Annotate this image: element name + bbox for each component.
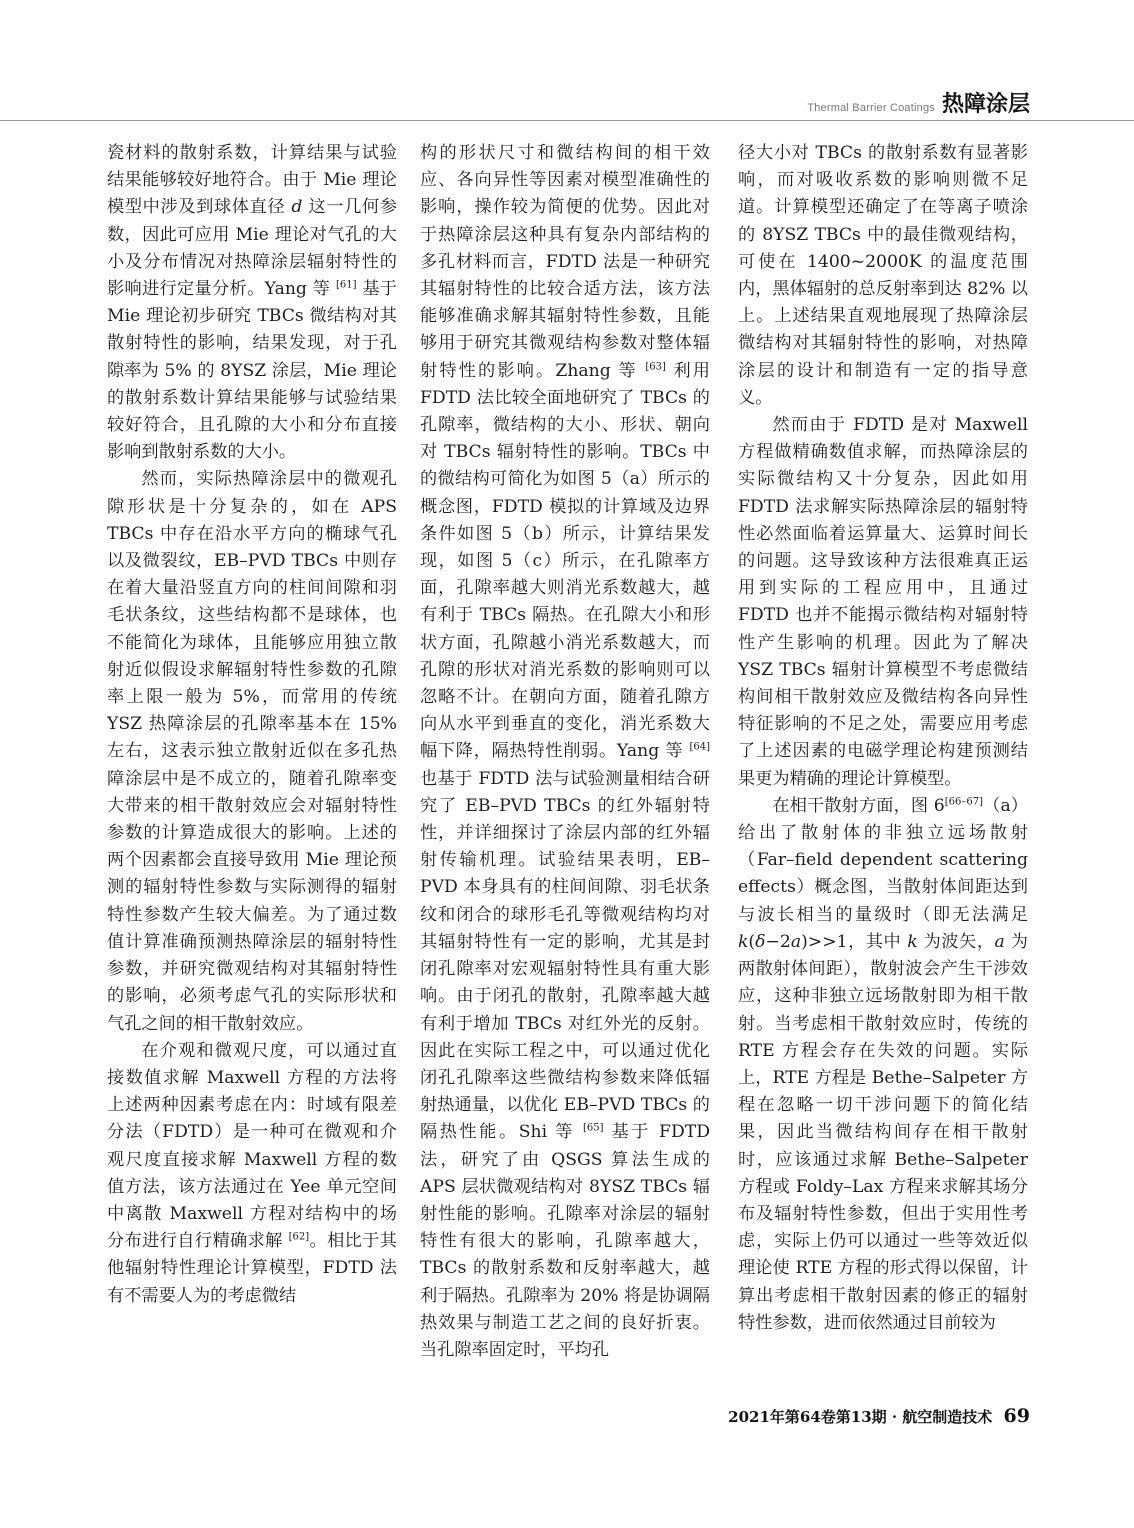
text-column-1 <box>107 140 397 1400</box>
text-run: 在介观和微观尺度，可以通过直接数值求解 Maxwell 方程的方法将上述两种因素考虑在内：时域有限差分法（FDTD）是一种可在微观和介观尺度直接求解 Maxwell 方程的数值方法，该方法通过在 Yee 单元空间中离散 Maxwell 方程对结构中的场分布进行自行精确求解 <box>107 1040 397 1252</box>
citation-ref: [64] <box>689 741 710 753</box>
journal-section-english: Thermal Barrier Coatings <box>807 102 935 114</box>
citation-ref: [66–67] <box>944 796 983 808</box>
citation-ref: [61] <box>335 279 357 291</box>
header-divider <box>0 120 1134 121</box>
citation-ref: [63] <box>645 360 666 372</box>
text-run: k <box>907 931 918 952</box>
page-footer <box>728 1405 1030 1427</box>
text-run: 径大小对 TBCs 的散射系数有显著影响，而对吸收系数的影响则微不足道。计算模型还确定了在等离子喷涂的 8YSZ TBCs 中的最佳微观结构，可使在 1400~2000K 的温度范围内，黑体辐射的总反射率到达 82% 以上。上述结果直观地展现了热障涂层微结构对其辐射特性的影响，对热障涂层的设计和制造有一定的指导意义。 <box>738 143 1028 408</box>
text-run: a <box>994 931 1005 952</box>
journal-section-chinese: 热障涂层 <box>941 92 1030 117</box>
body-paragraph <box>107 140 397 466</box>
text-run: δ <box>755 931 766 952</box>
text-run: a <box>790 931 802 952</box>
text-column-3 <box>738 140 1028 1400</box>
citation-ref: [65] <box>582 1122 604 1134</box>
page-number: 69 <box>1003 1405 1030 1427</box>
text-run: （a）给出了散射体的非独立远场散射（Far–field dependent scattering effects）概念图，当散射体间距达到与波长相当的量级时（即无法满足 <box>738 795 1028 925</box>
text-column-2 <box>420 140 710 1400</box>
text-run: d <box>291 197 303 218</box>
text-run: 在相干散射方面，图 6 <box>772 795 945 816</box>
text-run: 也基于 FDTD 法与试验测量相结合研究了 EB–PVD TBCs 的红外辐射特性，并详细探讨了涂层内部的红外辐射传输机理。试验结果表明，EB–PVD 本身具有的柱间间隙、羽毛状条纹和闭合的球形毛孔等微观结构均对其辐射特性有一定的影响，尤其是封闭孔隙率对宏观辐射特性具有重大影响。由于闭孔的散射，孔隙率越大越有利于增加 TBCs 对红外光的反射。因此在实际工程之中，可以通过优化闭孔孔隙率这些微结构参数来降低辐射热通量，以优化 EB–PVD TBCs 的隔热性能。Shi 等 <box>420 768 710 1143</box>
body-paragraph <box>738 412 1028 793</box>
text-run: 基于 Mie 理论初步研究 TBCs 微结构对其散射特性的影响，结果发现，对于孔隙率为 5% 的 8YSZ 涂层，Mie 理论的散射系数计算结果能够与试验结果较好符合，且孔隙的大小和分布直接影响到散射系数的大小。 <box>107 279 397 463</box>
running-header <box>0 88 1030 120</box>
body-paragraph <box>107 466 397 1037</box>
body-paragraph <box>738 793 1028 1337</box>
text-run: 基于 FDTD 法，研究了由 QSGS 算法生成的 APS 层状微观结构对 8YSZ TBCs 辐射性能的影响。孔隙率对涂层的辐射特性有很大的影响，孔隙率越大，TBCs 的散射系数和反射率越大，越利于隔热。孔隙率为 20% 将是协调隔热效果与制造工艺之间的良好折衷。当孔隙率固定时，平均孔 <box>420 1122 710 1360</box>
text-run: ( <box>748 931 756 952</box>
body-paragraph <box>107 1038 397 1310</box>
text-run: −2 <box>765 931 791 952</box>
text-run: 这一几何参数，因此可应用 Mie 理论对气孔的大小及分布情况对热障涂层辐射特性的影响进行定量分析。Yang 等 <box>107 197 397 300</box>
text-run: 瓷材料的散射系数，计算结果与试验结果能够较好地符合。由于 Mie 理论模型中涉及到球体直径 <box>107 143 397 218</box>
text-run: 为两散射体间距），散射波会产生干涉效应，这种非独立远场散射即为相干散射。当考虑相干散射效应时，传统的 RTE 方程会存在失效的问题。实际上，RTE 方程是 Bethe–Salpeter 方程在忽略一切干涉问题下的简化结果，因此当微结构间存在相干散射时，应该通过求解 Bethe–Salpeter 方程或 Foldy–Lax 方程来求解其场分布及辐射特性参数，但出于实用性考虑，实际上仍可以通过一些等效近似理论使 RTE 方程的形式得以保留，计算出考虑相干散射因素的修正的辐射特性参数，进而依然通过目前较为 <box>738 931 1028 1333</box>
text-run: 构的形状尺寸和微结构间的相干效应、各向异性等因素对模型准确性的影响，操作较为简便的优势。因此对于热障涂层这种具有复杂内部结构的多孔材料而言，FDTD 法是一种研究其辐射特性的比较合适方法，该方法能够准确求解其辐射特性参数，且能够用于研究其微观结构参数对整体辐射特性的影响。Zhang 等 <box>420 143 710 381</box>
text-run: 利用 FDTD 法比较全面地研究了 TBCs 的孔隙率，微结构的大小、形状、朝向对 TBCs 辐射特性的影响。TBCs 中的微结构可简化为如图 5（a）所示的概念图，FDTD 模拟的计算域及边界条件如图 5（b）所示，计算结果发现，如图 5（c）所示，在孔隙率方面，孔隙率越大则消光系数越大，越有利于 TBCs 隔热。在孔隙大小和形状方面，孔隙越小消光系数越大，而孔隙的形状对消光系数的影响则可以忽略不计。在朝向方面，随着孔隙方向从水平到垂直的变化，消光系数大幅下降，隔热特性削弱。Yang 等 <box>420 360 710 762</box>
text-run: k <box>738 931 749 952</box>
text-run: 然而，实际热障涂层中的微观孔隙形状是十分复杂的，如在 APS TBCs 中存在沿水平方向的椭球气孔以及微裂纹，EB–PVD TBCs 中则存在着大量沿竖直方向的柱间间隙和羽毛状条纹，这些结构都不是球体，也不能简化为球体，且能够应用独立散射近似假设求解辐射特性参数的孔隙率上限一般为 5%，而常用的传统 YSZ 热障涂层的孔隙率基本在 15% 左右，这表示独立散射近似在多孔热障涂层中是不成立的，随着孔隙率变大带来的相干散射效应会对辐射特性参数的计算造成很大的影响。上述的两个因素都会直接导致用 Mie 理论预测的辐射特性参数与实际测得的辐射特性参数产生较大偏差。为了通过数值计算准确预测热障涂层的辐射特性参数，并研究微观结构对其辐射特性的影响，必须考虑气孔的实际形状和气孔之间的相干散射效应。 <box>107 469 397 1034</box>
citation-ref: [62] <box>288 1231 310 1243</box>
footer-issue-info: 2021年第64卷第13期 · 航空制造技术 <box>728 1408 993 1426</box>
text-run: 。相比于其他辐射特性理论计算模型，FDTD 法有不需要人为的考虑微结 <box>107 1231 397 1306</box>
text-run: 为波矢， <box>917 931 995 952</box>
body-paragraph <box>420 140 710 1364</box>
text-run: )>>1，其中 <box>801 931 908 952</box>
text-run: 然而由于 FDTD 是对 Maxwell 方程做精确数值求解，而热障涂层的实际微结构又十分复杂，因此如用 FDTD 法求解实际热障涂层的辐射特性必然面临着运算量大、运算时间长的问题。这导致该种方法很难真正运用到实际的工程应用中，且通过 FDTD 也并不能揭示微结构对辐射特性产生影响的机理。因此为了解决 YSZ TBCs 辐射计算模型不考虑微结构间相干散射效应及微结构各向异性特征影响的不足之处，需要应用考虑了上述因素的电磁学理论构建预测结果更为精确的理论计算模型。 <box>738 415 1028 789</box>
body-paragraph <box>738 140 1028 412</box>
